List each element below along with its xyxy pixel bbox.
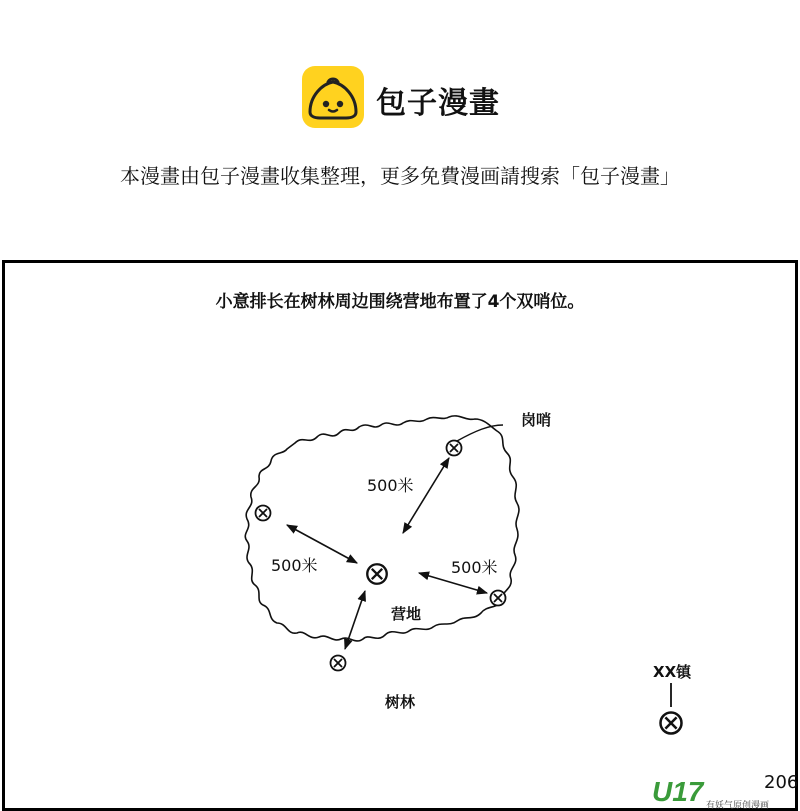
post-w-icon bbox=[256, 506, 271, 521]
bun-logo-icon bbox=[302, 66, 364, 128]
page-number: 206 bbox=[764, 772, 799, 793]
post-label-pointer bbox=[457, 425, 503, 441]
town-label: XX镇 bbox=[653, 663, 692, 681]
distance-label-ne: 500米 bbox=[367, 476, 414, 495]
panel-caption: 小意排长在树林周边围绕营地布置了4个双哨位。 bbox=[215, 292, 585, 312]
distance-label-w: 500米 bbox=[271, 556, 318, 575]
site-header bbox=[0, 0, 800, 258]
camp-map-diagram bbox=[5, 263, 795, 808]
site-logo-name[interactable]: 包子漫畫 bbox=[376, 86, 500, 121]
comic-panel bbox=[2, 260, 798, 811]
town-icon bbox=[661, 713, 682, 734]
u17-watermark bbox=[652, 772, 800, 810]
forest-label: 树林 bbox=[385, 693, 416, 711]
post-ne-icon bbox=[447, 441, 462, 456]
forest-outline bbox=[245, 416, 519, 641]
camp-label: 营地 bbox=[391, 605, 422, 623]
camp-icon bbox=[367, 564, 387, 584]
distance-label-e: 500米 bbox=[451, 558, 498, 577]
post-e-icon bbox=[491, 591, 506, 606]
post-label: 岗哨 bbox=[521, 411, 552, 429]
watermark-subtitle: 有妖气原创漫画 bbox=[706, 801, 770, 811]
site-notice: 本漫畫由包子漫畫收集整理，更多免費漫画請搜索「包子漫畫」 bbox=[120, 164, 680, 188]
watermark-brand: U17 bbox=[652, 776, 704, 807]
post-s-icon bbox=[331, 656, 346, 671]
